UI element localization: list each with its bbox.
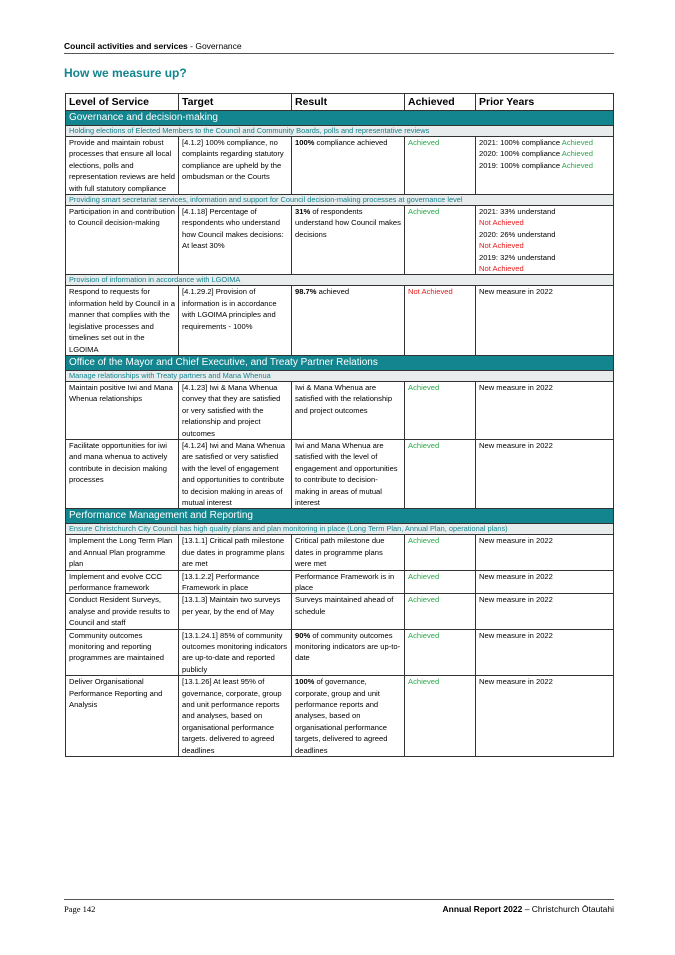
cell-achieved: Achieved	[405, 137, 476, 195]
subgroup-header-row	[66, 275, 614, 286]
col-header-achieved: Achieved	[405, 94, 476, 111]
prior-year-text: 2021: 100% compliance	[479, 138, 562, 147]
prior-year-text: New measure in 2022	[479, 382, 553, 392]
col-header-target: Target	[179, 94, 292, 111]
cell-result	[292, 137, 405, 195]
header-section: Council activities and services	[64, 41, 188, 51]
cell-prior-years	[476, 535, 614, 570]
cell-target: [4.1.24] Iwi and Mana Whenua are satisfied or very satisfied with the level of engagement and opportunities to contribute to decision making in areas of mutual interest	[179, 439, 292, 508]
cell-prior-years	[476, 629, 614, 676]
cell-result	[292, 594, 405, 629]
cell-achieved: Achieved	[405, 570, 476, 594]
cell-result	[292, 570, 405, 594]
result-text: of respondents understand how Council makes decisions	[295, 207, 401, 239]
prior-year-text: 2019: 100% compliance	[479, 160, 562, 170]
group-header-row	[66, 111, 614, 126]
result-value: 90%	[295, 630, 311, 640]
prior-year-text: New measure in 2022	[479, 440, 553, 450]
cell-achieved: Achieved	[405, 629, 476, 676]
cell-achieved: Achieved	[405, 676, 476, 757]
result-text: Surveys maintained ahead of schedule	[295, 595, 394, 616]
result-text: of community outcomes monitoring indicators are up-to-date	[295, 630, 401, 663]
result-text: compliance achieved	[314, 138, 388, 147]
table-row	[66, 286, 614, 355]
cell-level-of-service: Participation in and contribution to Council decision-making	[66, 206, 179, 275]
cell-result	[292, 206, 405, 275]
cell-achieved: Not Achieved	[405, 286, 476, 355]
cell-result	[292, 439, 405, 508]
subgroup-title: Providing smart secretariat services, information and support for Council decision-making processes at governance level	[66, 195, 614, 206]
table-row	[66, 206, 614, 275]
cell-level-of-service: Facilitate opportunities for iwi and mana whenua to actively contribute in decision making processes	[66, 439, 179, 508]
section-title: How we measure up?	[64, 66, 187, 80]
cell-prior-years	[476, 206, 614, 275]
cell-achieved: Achieved	[405, 206, 476, 275]
table-row	[66, 594, 614, 629]
cell-prior-years	[476, 137, 614, 195]
subgroup-header-row	[66, 195, 614, 206]
cell-level-of-service: Implement and evolve CCC performance framework	[66, 570, 179, 594]
cell-target: [13.1.3] Maintain two surveys per year, by the end of May	[179, 594, 292, 629]
prior-year-line: Not Achieved	[479, 241, 524, 251]
running-header	[64, 41, 614, 51]
subgroup-title: Ensure Christchurch City Council has high quality plans and plan monitoring in place (Long Term Plan, Annual Plan, operational plans)	[66, 524, 614, 535]
prior-year-line: 2019: 32% understand	[479, 252, 556, 262]
cell-result	[292, 676, 405, 757]
prior-year-status: Achieved	[561, 138, 593, 147]
subgroup-header-row	[66, 126, 614, 137]
group-header-row	[66, 355, 614, 370]
prior-year-status: Achieved	[561, 149, 593, 159]
prior-year-status: Achieved	[561, 160, 593, 170]
col-header-prior: Prior Years	[476, 94, 614, 111]
cell-achieved: Achieved	[405, 381, 476, 439]
cell-achieved: Achieved	[405, 594, 476, 629]
cell-prior-years	[476, 676, 614, 757]
cell-achieved: Achieved	[405, 535, 476, 570]
prior-year-line: Not Achieved	[479, 218, 524, 228]
report-title-rest: – Christchurch Ōtautahi	[522, 904, 614, 914]
table-row	[66, 676, 614, 757]
table-row	[66, 439, 614, 508]
prior-year-text: New measure in 2022	[479, 287, 553, 297]
cell-level-of-service: Provide and maintain robust processes that ensure all local elections, polls and representation reviews are held with full statutory compliance	[66, 137, 179, 195]
group-header-row	[66, 509, 614, 524]
cell-target: [13.1.1] Critical path milestone due dates in programme plans are met	[179, 535, 292, 570]
cell-level-of-service: Deliver Organisational Performance Reporting and Analysis	[66, 676, 179, 757]
result-value: 100%	[295, 677, 315, 687]
subgroup-title: Holding elections of Elected Members to the Council and Community Boards, polls and representative reviews	[66, 126, 614, 137]
prior-year-line: 2021: 33% understand	[479, 207, 556, 217]
table-row	[66, 381, 614, 439]
result-text: achieved	[316, 287, 350, 297]
group-title: Governance and decision-making	[66, 111, 614, 126]
cell-target: [13.1.24.1] 85% of community outcomes monitoring indicators are up-to-date and reported publicly	[179, 629, 292, 676]
cell-target: [4.1.2] 100% compliance, no complaints regarding statutory compliance are upheld by the ombudsman or the Courts	[179, 137, 292, 195]
cell-target: [13.1.2.2] Performance Framework in place	[179, 570, 292, 594]
table-row	[66, 137, 614, 195]
cell-prior-years	[476, 286, 614, 355]
cell-result	[292, 381, 405, 439]
result-text: of governance, corporate, group and unit performance reports and analyses, based on organisational performance targets, delivered to agreed deadlines	[295, 677, 388, 755]
prior-year-text: New measure in 2022	[479, 677, 553, 687]
subgroup-header-row	[66, 524, 614, 535]
cell-prior-years	[476, 594, 614, 629]
subgroup-header-row	[66, 370, 614, 381]
table-row	[66, 629, 614, 676]
result-value: 31%	[295, 207, 311, 217]
col-header-level: Level of Service	[66, 94, 179, 111]
group-title: Office of the Mayor and Chief Executive, and Treaty Partner Relations	[66, 355, 614, 370]
cell-target: [4.1.29.2] Provision of information is in accordance with LGOIMA principles and requirements - 100%	[179, 286, 292, 355]
subgroup-title: Provision of information in accordance with LGOIMA	[66, 275, 614, 286]
result-text: Iwi & Mana Whenua are satisfied with the relationship and project outcomes	[295, 382, 393, 415]
result-text: Iwi and Mana Whenua are satisfied with the level of engagement and opportunities to contribute to decision-making in areas of mutual interest	[295, 440, 398, 507]
cell-result	[292, 286, 405, 355]
header-divider	[64, 53, 614, 54]
subgroup-title: Manage relationships with Treaty partners and Mana Whenua	[66, 370, 614, 381]
result-text: Critical path milestone due dates in programme plans were met	[295, 536, 385, 569]
prior-year-line	[479, 160, 610, 171]
col-header-result: Result	[292, 94, 405, 111]
measures-table	[65, 93, 614, 757]
cell-level-of-service: Respond to requests for information held by Council in a manner that complies with the legislative processes and timelines set out in the LGOIMA	[66, 286, 179, 355]
cell-result	[292, 535, 405, 570]
result-value: 100%	[295, 138, 315, 147]
cell-achieved: Achieved	[405, 439, 476, 508]
prior-year-text: 2020: 100% compliance	[479, 149, 562, 159]
report-title	[443, 904, 614, 914]
prior-year-text: New measure in 2022	[479, 571, 553, 581]
cell-prior-years	[476, 570, 614, 594]
result-value: 98.7%	[295, 287, 317, 297]
prior-year-line: 2020: 26% understand	[479, 229, 556, 239]
header-subsection: - Governance	[187, 41, 242, 51]
cell-target: [4.1.18] Percentage of respondents who understand how Council makes decisions: At least 30%	[179, 206, 292, 275]
table-row	[66, 570, 614, 594]
prior-year-line	[479, 148, 610, 159]
cell-prior-years	[476, 381, 614, 439]
table-body	[66, 111, 614, 757]
cell-result	[292, 629, 405, 676]
cell-level-of-service: Community outcomes monitoring and reporting programmes are maintained	[66, 629, 179, 676]
result-text: Performance Framework is in place	[295, 571, 395, 592]
footer-divider	[64, 899, 614, 900]
prior-year-text: New measure in 2022	[479, 630, 553, 640]
prior-year-line	[479, 137, 610, 148]
prior-year-text: New measure in 2022	[479, 595, 553, 605]
prior-year-line: Not Achieved	[479, 264, 524, 274]
page-number: Page 142	[64, 904, 96, 914]
table-header-row	[66, 94, 614, 111]
cell-prior-years	[476, 439, 614, 508]
cell-level-of-service: Conduct Resident Surveys, analyse and provide results to Council and staff	[66, 594, 179, 629]
prior-year-text: New measure in 2022	[479, 536, 553, 546]
cell-target: [13.1.26] At least 95% of governance, corporate, group and unit performance reports and analyses, based on organisational performance targets. delivered to agreed deadlines	[179, 676, 292, 757]
cell-level-of-service: Implement the Long Term Plan and Annual Plan programme plan	[66, 535, 179, 570]
report-title-bold: Annual Report 2022	[442, 904, 523, 914]
group-title: Performance Management and Reporting	[66, 509, 614, 524]
cell-level-of-service: Maintain positive Iwi and Mana Whenua relationships	[66, 381, 179, 439]
table-row	[66, 535, 614, 570]
cell-target: [4.1.23] Iwi & Mana Whenua convey that they are satisfied or very satisfied with the relationship and project outcomes	[179, 381, 292, 439]
